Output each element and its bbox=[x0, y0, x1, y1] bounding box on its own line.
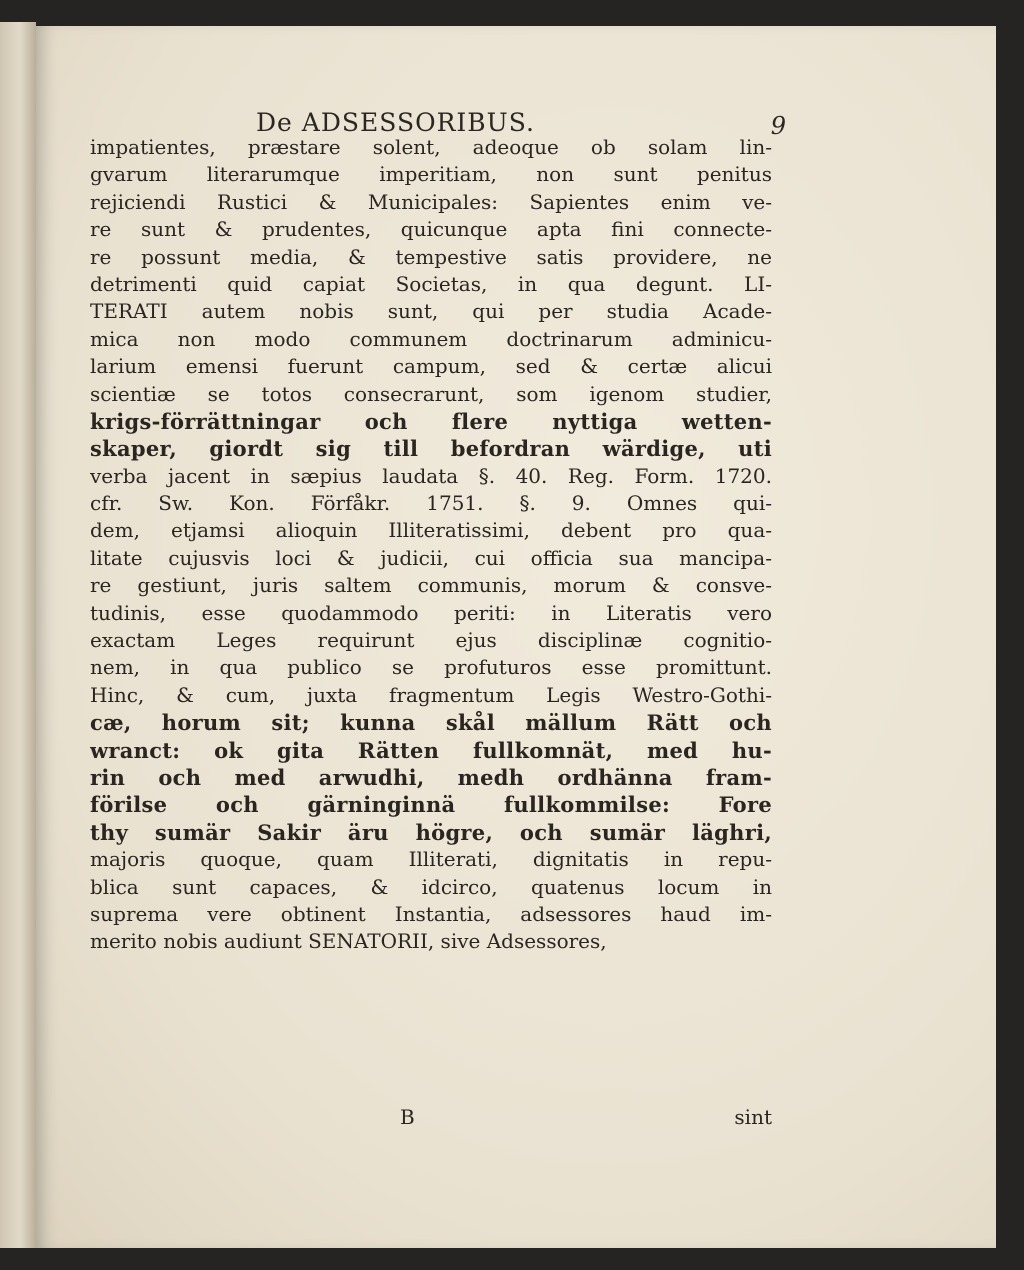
signature-mark: B bbox=[400, 1105, 415, 1129]
text-line: cfr. Sw. Kon. Förfåkr. 1751. §. 9. Omnes qui- bbox=[90, 491, 772, 516]
text-line: wranct: ok gita Rätten fullkomnät, med hu- bbox=[90, 737, 772, 763]
text-line: rejiciendi Rustici & Municipales: Sapientes enim ve- bbox=[90, 189, 772, 214]
text-line: exactam Leges requirunt ejus disciplinæ cognitio- bbox=[90, 628, 772, 653]
page-number: 9 bbox=[770, 112, 786, 140]
text-line: majoris quoque, quam Illiterati, dignitatis in repu- bbox=[90, 847, 772, 872]
text-line: cæ, horum sit; kunna skål mällum Rätt och bbox=[90, 710, 772, 736]
text-line: merito nobis audiunt SENATORII, sive Adsessores, bbox=[90, 929, 607, 954]
text-line: krigs-förrättningar och flere nyttiga wetten- bbox=[90, 408, 772, 434]
text-line: verba jacent in sæpius laudata §. 40. Reg. Form. 1720. bbox=[90, 463, 772, 488]
text-line: rin och med arwudhi, medh ordhänna fram- bbox=[90, 764, 772, 790]
text-line: thy sumär Sakir äru högre, och sumär läghri, bbox=[90, 819, 772, 845]
text-line: impatientes, præstare solent, adeoque ob solam lin- bbox=[90, 135, 772, 159]
text-line: dem, etjamsi alioquin Illiteratissimi, debent pro qua- bbox=[90, 518, 772, 543]
text-line: litate cujusvis loci & judicii, cui officia sua mancipa- bbox=[90, 545, 772, 570]
text-line: TERATI autem nobis sunt, qui per studia Acade- bbox=[90, 299, 772, 324]
previous-page-edge bbox=[0, 22, 36, 1248]
catchword: sint bbox=[734, 1105, 772, 1129]
text-line: mica non modo communem doctrinarum adminicu- bbox=[90, 326, 772, 351]
running-head: De ADSESSORIBUS. bbox=[256, 108, 535, 137]
text-line: re sunt & prudentes, quicunque apta fini connecte- bbox=[90, 217, 772, 242]
text-line: nem, in qua publico se profuturos esse promittunt. bbox=[90, 655, 772, 680]
text-line: förilse och gärninginnä fullkommilse: Fore bbox=[90, 792, 772, 818]
text-line: gvarum literarumque imperitiam, non sunt penitus bbox=[90, 162, 772, 187]
page-footer bbox=[90, 1105, 772, 1135]
text-line: suprema vere obtinent Instantia, adsessores haud im- bbox=[90, 901, 772, 926]
text-line: blica sunt capaces, & idcirco, quatenus locum in bbox=[90, 874, 772, 899]
text-line: skaper, giordt sig till befordran wärdige, uti bbox=[90, 436, 772, 462]
text-line: larium emensi fuerunt campum, sed & certæ alicui bbox=[90, 354, 772, 379]
text-line: Hinc, & cum, juxta fragmentum Legis Westro-Gothi- bbox=[90, 682, 772, 707]
text-line: re gestiunt, juris saltem communis, morum & consve- bbox=[90, 573, 772, 598]
text-line: re possunt media, & tempestive satis providere, ne bbox=[90, 244, 772, 269]
body-text bbox=[90, 134, 772, 956]
text-line: scientiæ se totos consecrarunt, som igenom studier, bbox=[90, 381, 772, 406]
text-line: detrimenti quid capiat Societas, in qua degunt. LI- bbox=[90, 271, 772, 296]
text-line: tudinis, esse quodammodo periti: in Literatis vero bbox=[90, 600, 772, 625]
